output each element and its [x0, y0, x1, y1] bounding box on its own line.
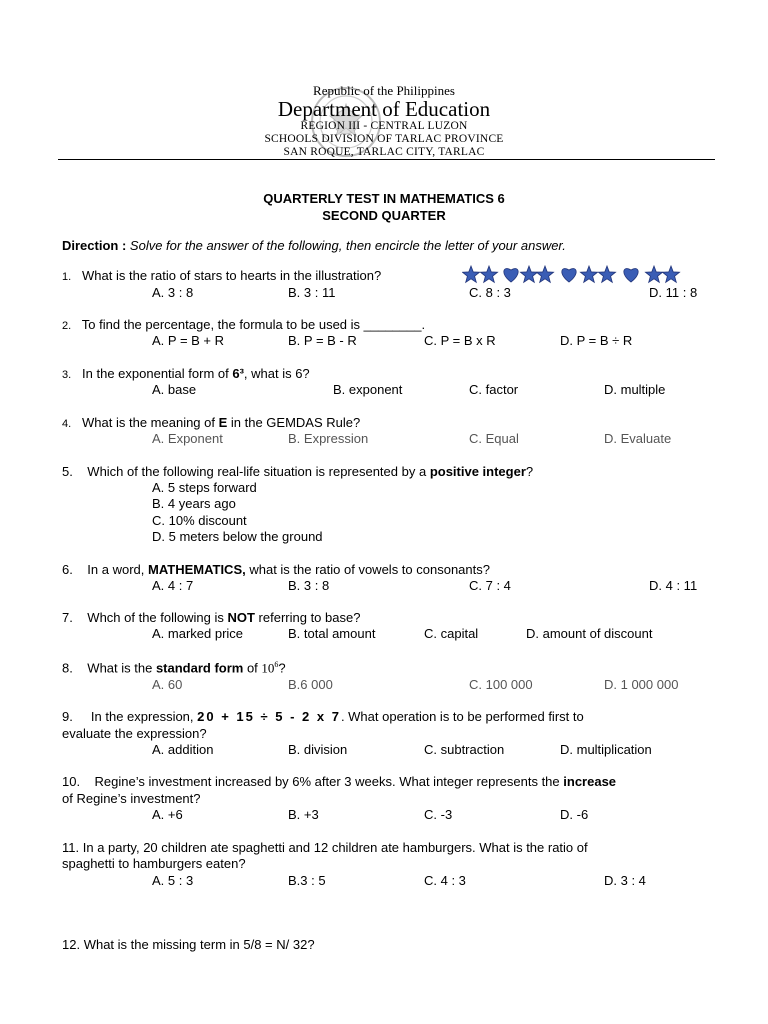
option-c[interactable]: C. 100 000: [469, 677, 533, 692]
question-text-end: , what is 6?: [243, 366, 310, 381]
option-d[interactable]: D. 5 meters below the ground: [152, 529, 323, 544]
question-10: [62, 774, 616, 789]
question-number: 11.: [62, 840, 80, 855]
question-text-end: ?: [525, 464, 534, 479]
option-a[interactable]: A. 60: [152, 677, 183, 692]
stars-hearts-illustration: [462, 263, 682, 285]
header-republic: Republic of the Philippines: [313, 83, 455, 98]
question-number: 3.: [62, 369, 72, 381]
option-a[interactable]: A. +6: [152, 807, 183, 822]
option-b[interactable]: B. +3: [288, 807, 319, 822]
star-icon: [598, 266, 615, 282]
option-a[interactable]: A. base: [152, 382, 197, 397]
option-d[interactable]: D. -6: [560, 807, 589, 822]
question-text: Which of the following real-life situation is represented by a: [87, 464, 430, 479]
option-a[interactable]: A. marked price: [152, 626, 244, 641]
option-a[interactable]: A. 4 : 7: [152, 578, 194, 593]
star-icon: [480, 266, 497, 282]
question-1: [62, 268, 381, 283]
question-text: Whch of the following is: [87, 610, 228, 625]
question-text: What is the missing term in 5/8 = N/ 32?: [83, 937, 315, 952]
heart-icon: [624, 269, 638, 282]
header-divider: [58, 159, 715, 160]
heart-icon: [504, 269, 518, 282]
power-base: 10: [261, 660, 275, 676]
star-icon: [645, 266, 662, 282]
option-a[interactable]: A. addition: [152, 742, 214, 757]
option-b[interactable]: B.3 : 5: [288, 873, 326, 888]
option-c[interactable]: C. capital: [424, 626, 479, 641]
question-12: [62, 937, 315, 952]
direction: [62, 238, 566, 253]
question-6: [62, 562, 490, 577]
power-exponent: 6: [274, 660, 279, 669]
option-a[interactable]: A. P = B + R: [152, 333, 225, 348]
option-d[interactable]: D. Evaluate: [604, 431, 672, 446]
option-d[interactable]: D. amount of discount: [526, 626, 653, 641]
question-bold: 6³: [232, 366, 244, 381]
direction-text: Solve for the answer of the following, then encircle the letter of your answer.: [129, 238, 566, 253]
math-expression: 20 + 15 ÷ 5 - 2 x 7: [197, 709, 341, 724]
option-a[interactable]: A. 3 : 8: [152, 285, 194, 300]
star-icon: [662, 266, 679, 282]
option-d[interactable]: D. P = B ÷ R: [560, 333, 633, 348]
star-icon: [520, 266, 537, 282]
question-text-end: in the GEMDAS Rule?: [227, 415, 361, 430]
option-c[interactable]: C. 8 : 3: [469, 285, 511, 300]
direction-label: Direction :: [62, 238, 127, 253]
question-bold: NOT: [227, 610, 255, 625]
question-text: In the exponential form of: [82, 366, 233, 381]
question-text-end: referring to base?: [254, 610, 361, 625]
header-region: REGION III - CENTRAL LUZON: [300, 120, 468, 132]
header-division: SCHOOLS DIVISION OF TARLAC PROVINCE: [264, 133, 504, 145]
question-5: [62, 464, 533, 479]
question-text: What is the: [87, 660, 156, 676]
question-text: In a party, 20 children ate spaghetti and 12 children ate hamburgers. What is the ratio of: [82, 840, 588, 855]
question-number: 5.: [62, 464, 73, 479]
option-c[interactable]: C. Equal: [469, 431, 519, 446]
heart-icon: [562, 269, 576, 282]
option-d[interactable]: D. multiplication: [560, 742, 652, 757]
question-text: Regine’s investment increased by 6% after 3 weeks. What integer represents the: [94, 774, 564, 789]
question-text-mid: of: [243, 660, 262, 676]
question-bold: MATHEMATICS,: [148, 562, 246, 577]
question-text: In a word,: [87, 562, 148, 577]
question-bold: increase: [563, 774, 617, 789]
question-11-line2: spaghetti to hamburgers eaten?: [62, 856, 246, 871]
question-7: [62, 610, 360, 625]
question-number: 7.: [62, 610, 73, 625]
star-icon: [536, 266, 553, 282]
question-number: 6.: [62, 562, 73, 577]
question-number: 2.: [62, 320, 72, 332]
option-d[interactable]: D. 4 : 11: [649, 578, 698, 593]
option-b[interactable]: B. division: [288, 742, 348, 757]
option-c[interactable]: C. subtraction: [424, 742, 505, 757]
question-number: 4.: [62, 418, 72, 430]
question-text-end: . What operation is to be performed first to: [340, 709, 584, 724]
question-number: 8.: [62, 660, 73, 676]
question-text-end: ?: [278, 660, 286, 676]
question-8: [62, 660, 286, 676]
option-d[interactable]: D. 1 000 000: [604, 677, 679, 692]
question-9-line2: evaluate the expression?: [62, 726, 207, 741]
option-b[interactable]: B. 3 : 8: [288, 578, 330, 593]
option-c[interactable]: C. factor: [469, 382, 519, 397]
option-d[interactable]: D. multiple: [604, 382, 666, 397]
question-11: [62, 840, 588, 855]
option-b[interactable]: B. total amount: [288, 626, 376, 641]
option-c[interactable]: C. P = B x R: [424, 333, 496, 348]
question-10-line2: of Regine’s investment?: [62, 791, 201, 806]
question-4: [62, 415, 360, 430]
option-a[interactable]: A. 5 steps forward: [152, 480, 257, 495]
option-c[interactable]: C. -3: [424, 807, 453, 822]
question-number: 10.: [62, 774, 81, 789]
test-subtitle: SECOND QUARTER: [322, 208, 446, 223]
question-text: What is the ratio of stars to hearts in the illustration?: [82, 268, 382, 283]
question-number: 12.: [62, 937, 81, 952]
header-address: SAN ROQUE, TARLAC CITY, TARLAC: [283, 146, 485, 158]
option-c[interactable]: C. 10% discount: [152, 513, 247, 528]
star-icon: [462, 266, 479, 282]
option-b[interactable]: B. 3 : 11: [288, 285, 336, 300]
option-b[interactable]: B.6 000: [288, 677, 333, 692]
option-c[interactable]: C. 4 : 3: [424, 873, 466, 888]
document-header: [0, 0, 768, 165]
question-bold: positive integer: [429, 464, 526, 479]
option-d[interactable]: D. 11 : 8: [649, 285, 698, 300]
option-a[interactable]: A. Exponent: [152, 431, 223, 446]
question-text: What is the meaning of: [82, 415, 219, 430]
question-number: 9.: [62, 709, 73, 724]
option-b[interactable]: B. 4 years ago: [152, 496, 236, 511]
test-title: QUARTERLY TEST IN MATHEMATICS 6: [263, 191, 505, 206]
option-a[interactable]: A. 5 : 3: [152, 873, 194, 888]
question-9: [62, 709, 584, 724]
star-icon: [580, 266, 597, 282]
header-department: Department of Education: [277, 97, 491, 121]
question-text: In the expression,: [90, 709, 198, 724]
question-bold: standard form: [155, 660, 244, 676]
option-b[interactable]: B. Expression: [288, 431, 369, 446]
question-number: 1.: [62, 271, 72, 283]
question-2: [62, 317, 425, 332]
option-b[interactable]: B. P = B - R: [288, 333, 357, 348]
question-text-end: what is the ratio of vowels to consonants?: [245, 562, 490, 577]
question-text: To find the percentage, the formula to be used is ________.: [81, 317, 426, 332]
question-3: [62, 366, 310, 381]
option-b[interactable]: B. exponent: [333, 382, 403, 397]
question-bold: E: [218, 415, 228, 430]
option-c[interactable]: C. 7 : 4: [469, 578, 511, 593]
option-d[interactable]: D. 3 : 4: [604, 873, 646, 888]
